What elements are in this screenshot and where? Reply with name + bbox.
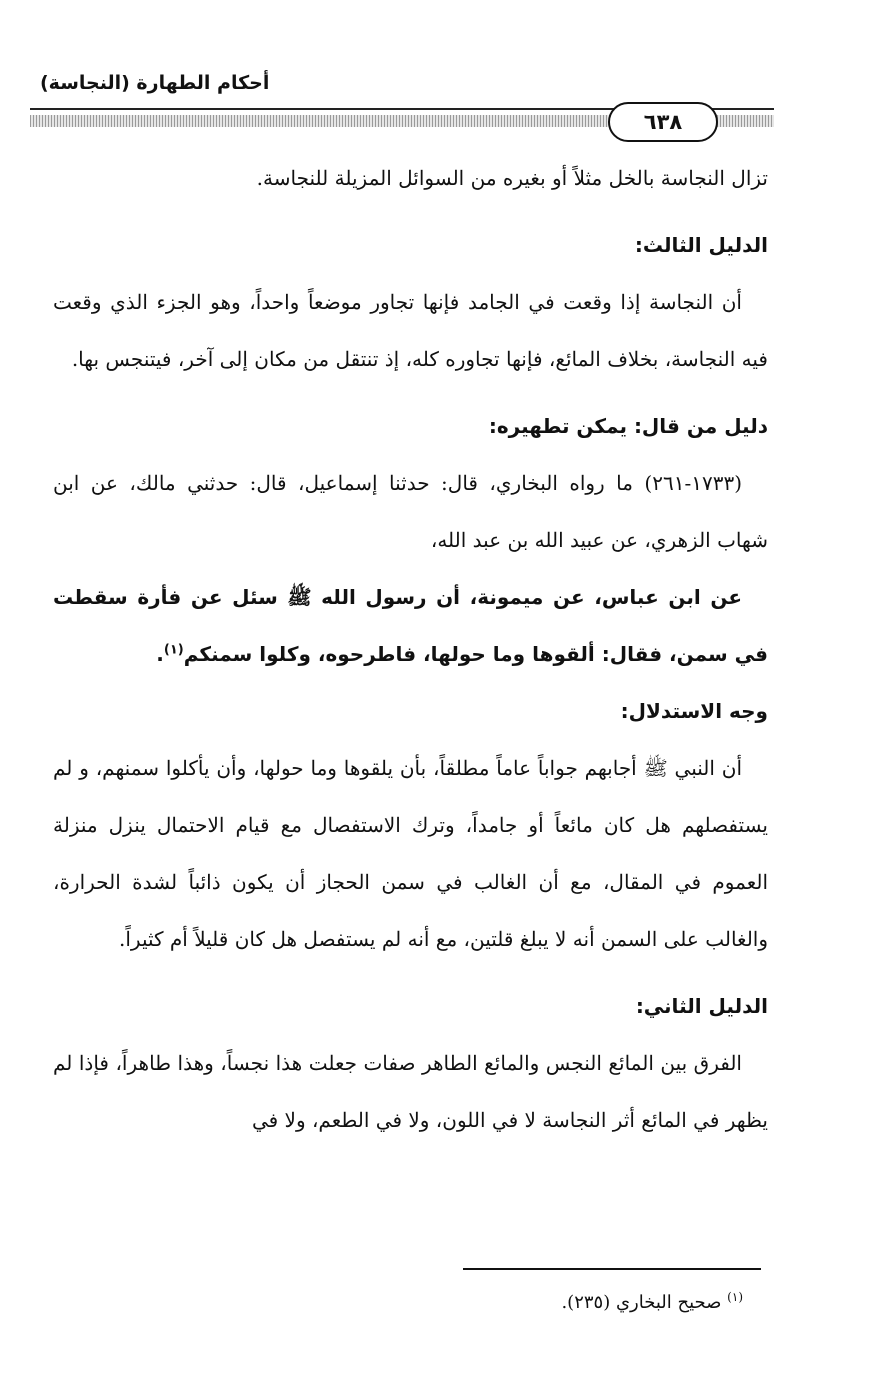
footnote-1: [561, 1290, 743, 1313]
hadith-text-block: [53, 569, 768, 683]
running-title: أحكام الطهارة (النجاسة): [40, 72, 270, 94]
paragraph-continuation: تزال النجاسة بالخل مثلاً أو بغيره من السوائل المزيلة للنجاسة.: [256, 166, 768, 190]
hadith-text: عن ابن عباس، عن ميمونة، أن رسول الله ﷺ سئل عن فأرة سقطت في سمن، فقال: ألقوها وما حولها، فاطرحوه، وكلوا سمنكم: [53, 585, 768, 666]
heading-inference: وجه الاستدلال:: [620, 699, 768, 723]
footnote-text: صحيح البخاري (٢٣٥).: [561, 1292, 722, 1313]
footnote-separator: [463, 1268, 761, 1270]
heading-second-evidence: الدليل الثاني:: [635, 994, 768, 1018]
page-number: ٦٣٨: [608, 102, 718, 142]
paragraph-inference: أن النبي ﷺ أجابهم جواباً عاماً مطلقاً، بأن يلقوها وما حولها، وأن يأكلوا سمنهم، و لم يستفصلهم هل كان مائعاً أو جامداً، وترك الاستفصال مع قيام الاحتمال ينزل منزلة العموم في المقال، مع أن الغالب في سمن الحجاز أن يكون ذائباً لشدة الحرارة، والغالب على السمن أنه لا يبلغ قلتين، مع أنه لم يستفصل هل كان قليلاً أم كثيراً.: [53, 756, 768, 951]
main-text: [53, 150, 768, 1149]
paragraph-third-evidence: أن النجاسة إذا وقعت في الجامد فإنها تجاور موضعاً واحداً، وهو الجزء الذي وقعت فيه النجاسة، بخلاف المائع، فإنها تجاوره كله، إذ تنتقل من مكان إلى آخر، فيتنجس بها.: [53, 290, 768, 371]
paragraph-second-evidence: الفرق بين المائع النجس والمائع الطاهر صفات جعلت هذا نجساً، وهذا طاهراً، فإذا لم يظهر في المائع أثر النجاسة لا في اللون، ولا في الطعم، ولا في: [53, 1051, 768, 1132]
paragraph-isnad: (١٧٣٣-٢٦١) ما رواه البخاري، قال: حدثنا إسماعيل، قال: حدثني مالك، عن ابن شهاب الزهري، عن عبيد الله بن عبد الله،: [53, 471, 768, 552]
footnote-reference[interactable]: (١): [163, 642, 184, 658]
heading-can-be-purified: دليل من قال: يمكن تطهيره:: [488, 414, 768, 438]
heading-third-evidence: الدليل الثالث:: [634, 233, 768, 257]
footnote-mark: (١): [727, 1290, 743, 1304]
hadith-end-punctuation: .: [156, 642, 164, 666]
